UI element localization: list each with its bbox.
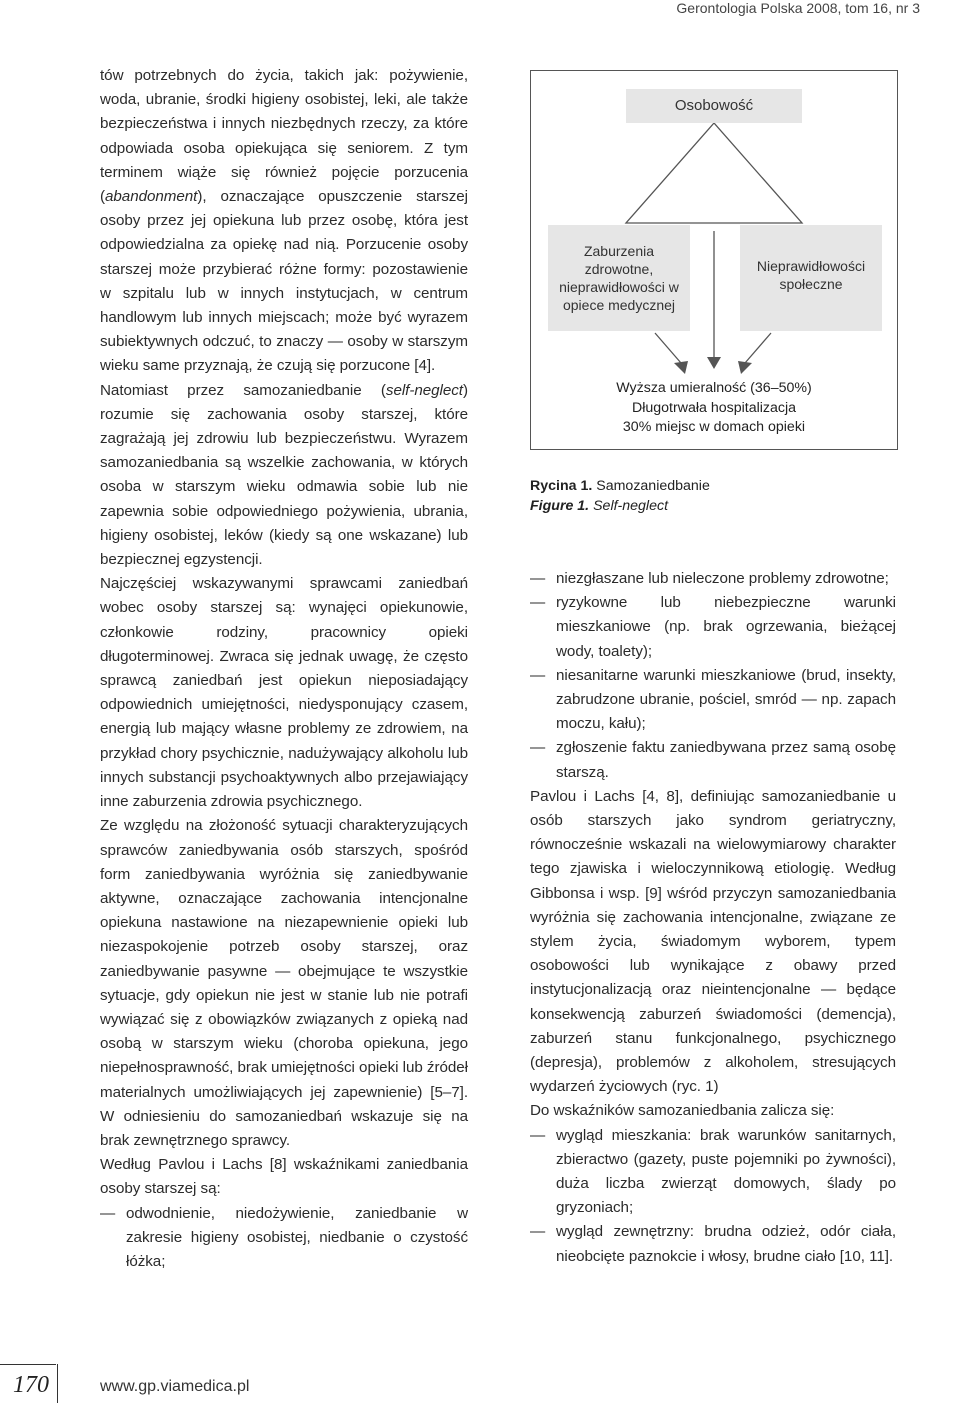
right-arrow-head	[738, 361, 752, 374]
right-arrow-line	[745, 333, 771, 363]
health-disorders-box: Zaburzenia zdrowotne, nieprawidłowości w opiece medycznej	[548, 225, 690, 331]
paragraph: Pavlou i Lachs [4, 8], definiując samozaniedbanie u osób starszych jako syndrom geriatryczny, równocześnie wskazali na wielowymiarowy charakter tego zjawiska i wieloczynnikową etiologię. Według Gibbonsa i wsp. [9] wśród przyczyn samozaniedbania wyróżnia się zachowania intencjonalne, związane ze stylem życia, świadomym wyborem, typem osobowości lub wynikające z obawy przed instytucjonalizacją oraz nieintencjonalne — będące konsekwencją zaburzeń świadomości (demencja), zaburzeń stanu funkcjonalnego, psychicznego (depresja), problemów z alkoholem, stresujących wydarzeń życiowych (ryc. 1)	[530, 787, 896, 1096]
outcomes-text: Wyższa umieralność (36–50%) Długotrwała hospitalizacja 30% miejsc w domach opieki	[616, 380, 812, 436]
list-item: — niesanitarne warunki mieszkaniowe (brud, insekty, zabrudzone ubranie, pościel, smród — np. zapach moczu, kału);	[530, 664, 896, 737]
website-link[interactable]: www.gp.viamedica.pl	[100, 1378, 250, 1395]
footer-divider	[57, 1364, 58, 1403]
list-item: — niezgłaszane lub nieleczone problemy zdrowotne;	[530, 567, 896, 591]
journal-header: Gerontologia Polska 2008, tom 16, nr 3	[676, 0, 920, 16]
paragraph: Ze względu na złożoność sytuacji charakteryzujących sprawców zaniedbywania osób starszych, spośród form zaniedbywania wyróżnia się zaniedbywanie aktywne, oznaczające zachowania intencjonalne opiekuna nastawione na niezapewnienie opieki lub niezaspokojenie potrzeb osoby starszej, oraz zaniedbywanie pasywne — obejmujące te wszystkie sytuacje, gdy opiekun nie jest w stanie lub nie potrafi wywiązać się z obowiązków związanych z opieką nad osobą w starszym wieku (choroba opiekuna, jego niepełnosprawność, brak umiejętności opieki lub źródeł materialnych umożliwiających jej zapewnienie) [5–7]. W odniesieniu do samozaniedbań wskazuje się na brak zewnętrznego sprawcy.	[100, 817, 468, 1149]
page-number: 170	[13, 1372, 49, 1398]
left-column	[100, 64, 468, 1274]
footer-rule	[0, 1364, 56, 1365]
social-abnormalities-box: Nieprawidłowości społeczne	[740, 225, 882, 331]
figure-caption: Rycina 1. Samozaniedbanie Figure 1. Self-neglect	[530, 478, 710, 514]
list-item: — wygląd zewnętrzny: brudna odzież, odór ciała, nieobcięte paznokcie i włosy, brudne ciało [10, 11].	[530, 1220, 896, 1268]
personality-box: Osobowość	[626, 89, 802, 123]
paragraph: Natomiast przez samozaniedbanie (self-neglect) rozumie się zachowania osoby starszej, które zagrażają jej zdrowiu lub bezpieczeństwu. Wyrazem samozaniedbania są wszelkie zachowania, w których osoba w starszym wieku odmawia sobie lub nie zapewnia sobie odpowiedniego pożywienia, ubrania, higieny osobistej, leków (kiedy są one wskazane) lub bezpiecznej egzystencji.	[100, 381, 468, 569]
paragraph: Według Pavlou i Lachs [8] wskaźnikami zaniedbania osoby starszej są:	[100, 1156, 468, 1198]
list-item: — wygląd mieszkania: brak warunków sanitarnych, zbieractwo (gazety, puste pojemniki po żywności), duża liczba zwierząt domowych, ślady po gryzoniach;	[530, 1124, 896, 1221]
paragraph: tów potrzebnych do życia, takich jak: pożywienie, woda, ubranie, środki higieny osobistej, leki, ale także bezpieczeństwa i innych niezbędnych rzeczy, za które odpowiada osoba opiekująca się seniorem. Z tym terminem wiąże się również pojęcie porzucenia (abandonment), oznaczające opuszczenie starszej osoby przez jej opiekuna lub przez osobę, która jest odpowiedzialna za opiekę nad nią. Porzucenie osoby starszej może przybierać różne formy: pozostawienie w szpitalu lub w innych instytucjach, w centrum handlowym lub innych miejscach; może być wyrazem subiektywnych odczuć, to znaczy — osoby w starszym wieku same przyznają, że czują się porzucone [4].	[100, 67, 468, 375]
paragraph: Do wskaźników samozaniedbania zalicza się:	[530, 1102, 835, 1120]
right-column	[530, 567, 896, 1269]
paragraph: Najczęściej wskazywanymi sprawcami zaniedbań wobec osoby starszej są: wynajęci opiekunowie, członkowie rodziny, pracownicy opieki długoterminowej. Zwraca się jednak uwagę, że często sprawcą zaniedbań jest opiekun nieposiadający odpowiednich umiejętności, niedysponujący czasem, energią lub mający własne problemy ze zdrowiem, na przykład chory psychicznie, nadużywający alkoholu lub innych substancji psychoaktywnych albo przejawiający inne zaburzenia zdrowia psychicznego.	[100, 575, 468, 811]
center-arrow-head	[707, 357, 721, 369]
self-neglect-indicators-list	[530, 567, 896, 785]
triangle-shape	[626, 123, 802, 223]
list-item: — ryzykowne lub niebezpieczne warunki mieszkaniowe (np. brak ogrzewania, bieżącej wody, toalety);	[530, 591, 896, 664]
list-item: — zgłoszenie faktu zaniedbywana przez samą osobę starszą.	[530, 736, 896, 784]
figure-1	[530, 70, 898, 450]
left-arrow-head	[674, 361, 688, 374]
self-neglect-signs-list	[530, 1124, 896, 1269]
left-arrow-line	[655, 333, 681, 363]
list-item: — odwodnienie, niedożywienie, zaniedbanie w zakresie higieny osobistej, niedbanie o czystość łóżka;	[100, 1202, 468, 1275]
indicator-list	[100, 1202, 468, 1275]
